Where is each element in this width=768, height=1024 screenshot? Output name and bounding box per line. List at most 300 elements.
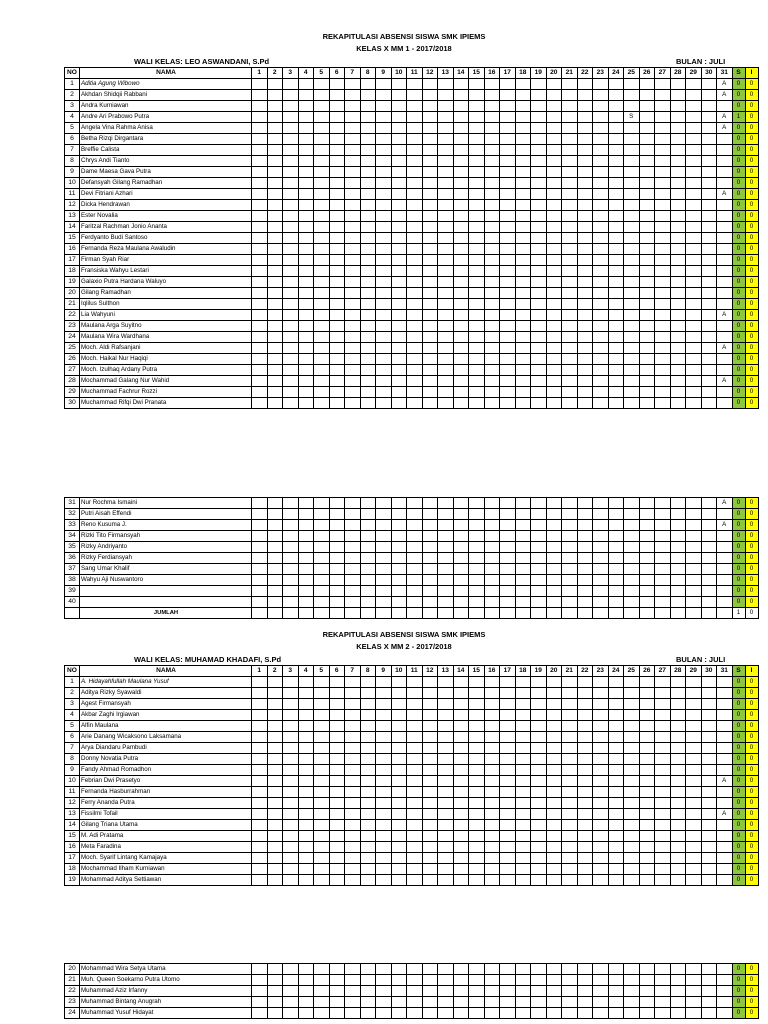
attendance-cell — [391, 233, 407, 244]
attendance-cell — [655, 853, 671, 864]
attendance-cell — [314, 211, 330, 222]
attendance-cell — [515, 255, 531, 266]
attendance-cell — [298, 398, 314, 409]
student-number: 30 — [65, 398, 80, 409]
attendance-cell — [531, 376, 547, 387]
attendance-cell — [252, 553, 268, 564]
sakit-total: 1 — [732, 112, 745, 123]
attendance-cell — [639, 531, 655, 542]
attendance-cell — [639, 787, 655, 798]
header-day-22: 22 — [577, 68, 593, 79]
attendance-cell — [298, 542, 314, 553]
student-number: 1 — [65, 677, 80, 688]
sakit-total: 0 — [732, 787, 745, 798]
attendance-cell — [407, 586, 423, 597]
attendance-cell — [500, 1008, 516, 1019]
attendance-cell — [546, 266, 562, 277]
attendance-cell — [608, 688, 624, 699]
attendance-cell — [577, 211, 593, 222]
attendance-cell — [577, 509, 593, 520]
attendance-cell — [639, 101, 655, 112]
attendance-cell — [314, 79, 330, 90]
attendance-cell — [453, 1008, 469, 1019]
attendance-cell — [391, 853, 407, 864]
attendance-cell — [314, 608, 330, 619]
attendance-cell — [469, 864, 485, 875]
attendance-cell — [624, 787, 640, 798]
attendance-cell — [608, 542, 624, 553]
attendance-cell — [562, 156, 578, 167]
attendance-cell — [655, 776, 671, 787]
attendance-cell — [469, 564, 485, 575]
table-row — [65, 101, 759, 112]
attendance-cell — [283, 820, 299, 831]
attendance-cell — [608, 776, 624, 787]
attendance-cell — [562, 831, 578, 842]
attendance-cell — [329, 498, 345, 509]
attendance-cell — [469, 299, 485, 310]
attendance-cell — [531, 332, 547, 343]
attendance-cell — [376, 387, 392, 398]
attendance-cell — [453, 575, 469, 586]
attendance-cell — [329, 710, 345, 721]
attendance-cell — [360, 233, 376, 244]
attendance-cell — [608, 798, 624, 809]
attendance-cell — [639, 509, 655, 520]
sakit-total: 0 — [732, 189, 745, 200]
attendance-cell — [345, 310, 361, 321]
attendance-cell — [701, 332, 717, 343]
attendance-cell — [593, 509, 609, 520]
attendance-cell — [314, 820, 330, 831]
attendance-cell — [686, 531, 702, 542]
student-name: Lia Wahyuni — [80, 310, 252, 321]
attendance-cell — [298, 167, 314, 178]
attendance-cell — [298, 975, 314, 986]
attendance-cell — [655, 608, 671, 619]
izin-total: 0 — [745, 842, 758, 853]
attendance-cell — [283, 200, 299, 211]
attendance-cell — [531, 531, 547, 542]
attendance-cell — [531, 354, 547, 365]
attendance-cell — [283, 343, 299, 354]
attendance-cell: A — [717, 809, 733, 820]
attendance-cell — [267, 79, 283, 90]
attendance-cell — [484, 90, 500, 101]
student-number: 24 — [65, 1008, 80, 1019]
attendance-cell — [717, 542, 733, 553]
attendance-cell — [345, 542, 361, 553]
header-izin: I — [745, 666, 758, 677]
attendance-cell — [360, 765, 376, 776]
attendance-cell — [329, 575, 345, 586]
attendance-cell — [701, 498, 717, 509]
attendance-cell — [531, 200, 547, 211]
table-header-row — [65, 68, 759, 79]
attendance-cell — [252, 699, 268, 710]
attendance-cell — [252, 853, 268, 864]
attendance-cell — [422, 997, 438, 1008]
attendance-cell — [314, 743, 330, 754]
attendance-cell — [686, 277, 702, 288]
header-day-9: 9 — [376, 666, 392, 677]
attendance-cell — [515, 820, 531, 831]
attendance-cell — [701, 255, 717, 266]
attendance-cell — [624, 553, 640, 564]
attendance-cell — [500, 134, 516, 145]
student-name: Nur Rochma Ismaini — [80, 498, 252, 509]
attendance-cell — [438, 677, 454, 688]
student-number: 27 — [65, 365, 80, 376]
attendance-cell — [453, 288, 469, 299]
attendance-cell — [515, 699, 531, 710]
attendance-cell — [608, 597, 624, 608]
attendance-cell — [298, 586, 314, 597]
attendance-cell — [314, 553, 330, 564]
attendance-cell — [484, 365, 500, 376]
attendance-cell — [484, 699, 500, 710]
attendance-cell — [562, 765, 578, 776]
student-name: Ferdyanto Budi Santoso — [80, 233, 252, 244]
attendance-cell — [701, 211, 717, 222]
student-number: 6 — [65, 732, 80, 743]
attendance-cell — [639, 332, 655, 343]
attendance-cell — [345, 597, 361, 608]
attendance-cell — [407, 509, 423, 520]
student-name: Maulana Wira Wardhana — [80, 332, 252, 343]
attendance-cell — [686, 975, 702, 986]
attendance-cell — [422, 798, 438, 809]
student-number: 8 — [65, 156, 80, 167]
student-name: Faritzal Rachman Jonio Ananta — [80, 222, 252, 233]
attendance-cell — [360, 376, 376, 387]
attendance-cell — [593, 743, 609, 754]
attendance-cell — [608, 608, 624, 619]
attendance-cell — [624, 79, 640, 90]
header-day-14: 14 — [453, 68, 469, 79]
attendance-cell — [345, 798, 361, 809]
student-name: Moch. Syarif Lintang Kamajaya — [80, 853, 252, 864]
attendance-cell — [438, 332, 454, 343]
attendance-cell — [670, 266, 686, 277]
attendance-cell — [670, 365, 686, 376]
attendance-cell — [577, 710, 593, 721]
attendance-cell — [376, 178, 392, 189]
attendance-cell — [546, 754, 562, 765]
attendance-cell — [562, 776, 578, 787]
attendance-cell — [314, 542, 330, 553]
attendance-cell — [360, 964, 376, 975]
attendance-cell — [701, 787, 717, 798]
attendance-cell — [360, 343, 376, 354]
attendance-cell — [391, 699, 407, 710]
attendance-cell — [562, 732, 578, 743]
attendance-cell — [577, 233, 593, 244]
attendance-cell — [407, 553, 423, 564]
attendance-cell — [624, 531, 640, 542]
attendance-cell — [701, 608, 717, 619]
attendance-cell — [283, 531, 299, 542]
attendance-cell — [469, 677, 485, 688]
sakit-total: 0 — [732, 321, 745, 332]
attendance-cell — [500, 90, 516, 101]
attendance-cell — [670, 398, 686, 409]
student-number: 3 — [65, 101, 80, 112]
attendance-cell — [391, 167, 407, 178]
attendance-cell — [531, 498, 547, 509]
attendance-cell — [360, 365, 376, 376]
attendance-cell — [686, 520, 702, 531]
attendance-cell — [500, 112, 516, 123]
attendance-cell — [422, 699, 438, 710]
sakit-total: 0 — [732, 597, 745, 608]
attendance-cell — [453, 244, 469, 255]
student-name: Febrian Dwi Prasetyo — [80, 776, 252, 787]
attendance-cell — [252, 200, 268, 211]
attendance-cell — [624, 277, 640, 288]
student-number: 13 — [65, 211, 80, 222]
attendance-cell — [438, 387, 454, 398]
attendance-cell — [345, 299, 361, 310]
header-day-27: 27 — [655, 68, 671, 79]
attendance-cell — [469, 244, 485, 255]
attendance-cell — [453, 997, 469, 1008]
attendance-cell — [655, 520, 671, 531]
izin-total: 0 — [745, 688, 758, 699]
attendance-cell — [329, 853, 345, 864]
attendance-cell — [329, 354, 345, 365]
sakit-total: 0 — [732, 842, 745, 853]
attendance-cell — [283, 255, 299, 266]
attendance-cell — [345, 112, 361, 123]
attendance-cell — [593, 553, 609, 564]
header-day-14: 14 — [453, 666, 469, 677]
attendance-cell — [345, 997, 361, 1008]
attendance-cell — [469, 101, 485, 112]
attendance-cell — [686, 189, 702, 200]
table-row — [65, 787, 759, 798]
attendance-cell — [577, 798, 593, 809]
attendance-cell — [593, 354, 609, 365]
attendance-cell — [422, 597, 438, 608]
attendance-cell — [407, 332, 423, 343]
attendance-cell — [391, 498, 407, 509]
attendance-cell — [655, 509, 671, 520]
attendance-cell — [593, 310, 609, 321]
jumlah-number-cell — [65, 608, 80, 619]
attendance-cell — [376, 145, 392, 156]
attendance-cell — [484, 820, 500, 831]
attendance-cell — [531, 156, 547, 167]
attendance-cell — [686, 875, 702, 886]
attendance-cell — [624, 233, 640, 244]
attendance-cell — [391, 842, 407, 853]
attendance-cell — [345, 376, 361, 387]
attendance-cell — [407, 222, 423, 233]
attendance-cell — [670, 677, 686, 688]
attendance-cell — [686, 354, 702, 365]
attendance-cell — [252, 387, 268, 398]
attendance-cell — [267, 145, 283, 156]
attendance-cell — [500, 864, 516, 875]
attendance-cell — [453, 189, 469, 200]
header-day-8: 8 — [360, 68, 376, 79]
header-day-1: 1 — [252, 666, 268, 677]
attendance-cell — [717, 244, 733, 255]
attendance-cell — [701, 398, 717, 409]
attendance-cell — [515, 853, 531, 864]
attendance-cell — [345, 101, 361, 112]
student-name: Iqlilus Sulthon — [80, 299, 252, 310]
attendance-cell — [252, 776, 268, 787]
sakit-total: 0 — [732, 354, 745, 365]
attendance-cell — [500, 244, 516, 255]
attendance-cell — [267, 266, 283, 277]
attendance-cell — [686, 101, 702, 112]
attendance-cell — [500, 288, 516, 299]
attendance-cell — [391, 553, 407, 564]
sakit-total: 0 — [732, 677, 745, 688]
attendance-cell — [531, 820, 547, 831]
attendance-cell — [546, 997, 562, 1008]
attendance-cell — [686, 542, 702, 553]
attendance-cell — [593, 597, 609, 608]
attendance-cell — [515, 189, 531, 200]
header-day-15: 15 — [469, 68, 485, 79]
attendance-cell — [531, 553, 547, 564]
attendance-cell — [701, 975, 717, 986]
attendance-cell — [562, 376, 578, 387]
attendance-cell — [624, 498, 640, 509]
attendance-cell — [484, 564, 500, 575]
attendance-cell — [422, 820, 438, 831]
attendance-cell — [453, 321, 469, 332]
attendance-cell — [686, 677, 702, 688]
student-number: 31 — [65, 498, 80, 509]
attendance-cell — [314, 266, 330, 277]
header-day-5: 5 — [314, 68, 330, 79]
attendance-cell — [655, 831, 671, 842]
attendance-cell — [453, 277, 469, 288]
attendance-cell — [283, 509, 299, 520]
header-day-4: 4 — [298, 666, 314, 677]
attendance-cell — [438, 123, 454, 134]
attendance-cell — [438, 586, 454, 597]
attendance-cell — [438, 853, 454, 864]
attendance-cell — [314, 365, 330, 376]
attendance-cell — [314, 387, 330, 398]
attendance-cell — [422, 842, 438, 853]
header-day-24: 24 — [608, 68, 624, 79]
attendance-cell — [422, 365, 438, 376]
attendance-cell — [500, 997, 516, 1008]
attendance-cell — [453, 564, 469, 575]
attendance-cell — [376, 542, 392, 553]
attendance-cell — [593, 997, 609, 1008]
attendance-cell — [391, 387, 407, 398]
attendance-cell — [298, 321, 314, 332]
attendance-cell — [391, 90, 407, 101]
attendance-cell — [546, 398, 562, 409]
attendance-cell — [267, 365, 283, 376]
header-day-31: 31 — [717, 666, 733, 677]
attendance-cell — [314, 575, 330, 586]
attendance-cell — [500, 156, 516, 167]
attendance-cell — [438, 145, 454, 156]
attendance-cell — [531, 688, 547, 699]
attendance-cell — [484, 765, 500, 776]
attendance-cell — [391, 597, 407, 608]
attendance-cell — [298, 721, 314, 732]
attendance-cell — [577, 875, 593, 886]
attendance-cell — [670, 299, 686, 310]
student-name: Dame Maesa Gava Putra — [80, 167, 252, 178]
attendance-cell — [686, 864, 702, 875]
attendance-cell — [407, 79, 423, 90]
sakit-total: 0 — [732, 509, 745, 520]
attendance-cell — [329, 277, 345, 288]
attendance-cell — [608, 997, 624, 1008]
izin-total: 0 — [745, 553, 758, 564]
attendance-cell — [686, 688, 702, 699]
attendance-cell — [701, 90, 717, 101]
attendance-cell — [469, 354, 485, 365]
attendance-cell — [515, 90, 531, 101]
attendance-cell — [438, 156, 454, 167]
attendance-cell — [608, 787, 624, 798]
attendance-cell — [438, 542, 454, 553]
attendance-cell — [360, 564, 376, 575]
attendance-cell — [422, 277, 438, 288]
attendance-cell — [376, 820, 392, 831]
attendance-cell — [469, 875, 485, 886]
attendance-cell — [267, 732, 283, 743]
attendance-cell — [562, 853, 578, 864]
attendance-cell — [686, 1008, 702, 1019]
attendance-cell — [345, 809, 361, 820]
sakit-total: 0 — [732, 200, 745, 211]
attendance-cell — [267, 233, 283, 244]
sakit-total: 0 — [732, 542, 745, 553]
attendance-cell — [391, 975, 407, 986]
attendance-cell — [329, 222, 345, 233]
attendance-cell — [655, 123, 671, 134]
attendance-cell — [531, 123, 547, 134]
attendance-cell — [577, 864, 593, 875]
attendance-cell — [252, 255, 268, 266]
attendance-cell — [345, 743, 361, 754]
attendance-cell — [670, 809, 686, 820]
attendance-cell — [484, 79, 500, 90]
attendance-cell — [577, 112, 593, 123]
attendance-cell — [701, 754, 717, 765]
attendance-cell — [453, 842, 469, 853]
attendance-cell — [717, 997, 733, 1008]
attendance-cell — [701, 586, 717, 597]
attendance-cell — [391, 688, 407, 699]
attendance-cell — [453, 222, 469, 233]
attendance-cell — [267, 553, 283, 564]
attendance-cell — [345, 211, 361, 222]
attendance-cell — [469, 211, 485, 222]
attendance-cell — [546, 776, 562, 787]
attendance-cell — [329, 233, 345, 244]
attendance-cell — [655, 787, 671, 798]
izin-total: 0 — [745, 509, 758, 520]
attendance-cell — [531, 608, 547, 619]
attendance-cell — [593, 178, 609, 189]
attendance-cell — [422, 90, 438, 101]
